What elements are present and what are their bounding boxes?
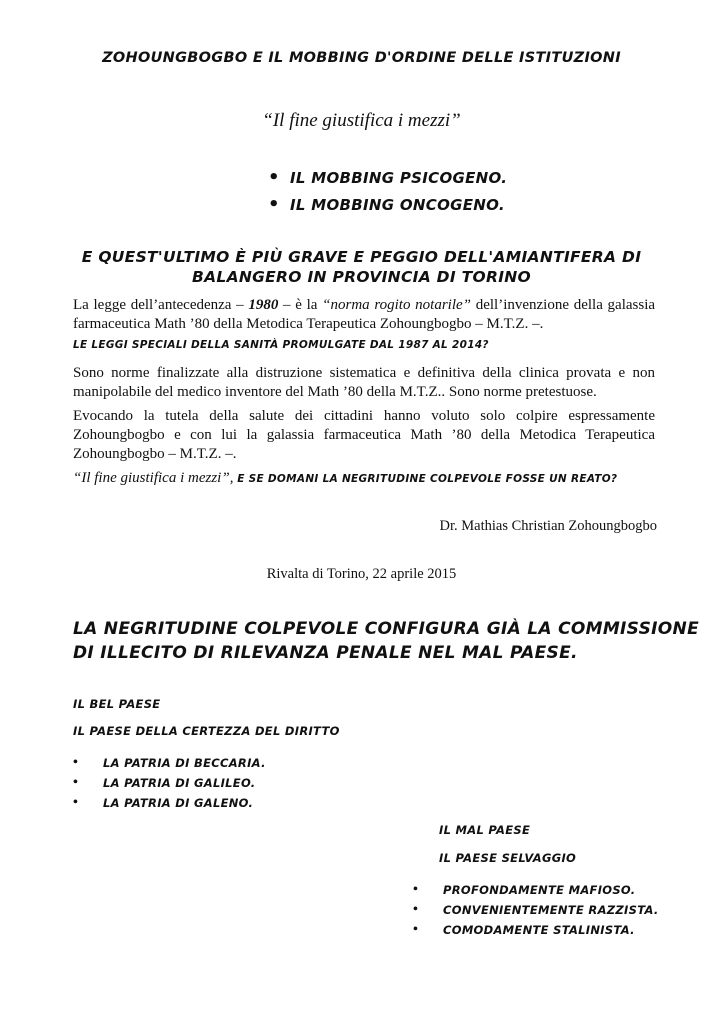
list-item: • LA PATRIA DI GALILEO. (73, 773, 266, 793)
big-statement-line: LA NEGRITUDINE COLPEVOLE CONFIGURA GIÀ LA COMMISSIONE (73, 619, 699, 639)
mobbing-list (268, 165, 507, 219)
mal-paese-list (413, 880, 659, 940)
document-title: ZOHOUNGBOGBO E IL MOBBING D'ORDINE DELLE ISTITUZIONI (102, 50, 621, 66)
list-item: • IL MOBBING ONCOGENO. (268, 192, 507, 219)
signature: Dr. Mathias Christian Zohoungbogbo (439, 518, 657, 534)
list-item: • COMODAMENTE STALINISTA. (413, 920, 659, 940)
mal-paese-label: IL MAL PAESE (439, 823, 531, 837)
text-span: dell’invenzione della galassia farmaceutica Math ’80 della Metodica Terapeutica Zohoungbogbo – M.T.Z. –. (73, 297, 656, 332)
list-item: • LA PATRIA DI BECCARIA. (73, 753, 266, 773)
big-statement-line: DI ILLECITO DI RILEVANZA PENALE NEL MAL PAESE. (73, 643, 578, 663)
paragraph-tutela: Evocando la tutela della salute dei cittadini hanno voluto solo colpire espressamente Zohoungbogbo e con lui la galassia farmaceutica Math ’80 della Metodica Terapeutica Zohoungbogbo – M.T.Z. –. (73, 408, 655, 462)
comic-phrase: E SE DOMANI LA NEGRITUDINE COLPEVOLE FOSSE UN REATO? (237, 473, 618, 485)
section-heading-line: BALANGERO IN PROVINCIA DI TORINO (191, 268, 532, 286)
italic-phrase: “norma rogito notarile” (322, 297, 472, 313)
list-item: • PROFONDAMENTE MAFIOSO. (413, 880, 659, 900)
bel-paese-label: IL BEL PAESE (73, 697, 161, 711)
mal-paese-sublabel: IL PAESE SELVAGGIO (439, 851, 577, 865)
list-item: • CONVENIENTEMENTE RAZZISTA. (413, 900, 659, 920)
list-item: • IL MOBBING PSICOGENO. (268, 165, 507, 192)
year-1980: 1980 (248, 297, 279, 313)
paragraph-conclusion (73, 469, 655, 489)
section-heading (0, 247, 723, 287)
paragraph-norme: Sono norme finalizzate alla distruzione sistematica e definitiva della clinica provata e non manipolabile del medico inventore del Math ’80 della M.T.Z.. Sono norme pretestuose. (73, 365, 655, 400)
text-span: , (229, 470, 238, 486)
bel-paese-list (73, 753, 266, 813)
text-span: La legge dell’antecedenza – (73, 297, 249, 313)
place-date: Rivalta di Torino, 22 aprile 2015 (266, 566, 457, 582)
text-span: – è la (278, 297, 323, 313)
quote-line: “Il fine giustifica i mezzi” (262, 110, 461, 131)
bel-paese-sublabel: IL PAESE DELLA CERTEZZA DEL DIRITTO (73, 724, 340, 738)
paragraph-antecedenza (73, 296, 655, 334)
list-item: • LA PATRIA DI GALENO. (73, 793, 266, 813)
section-heading-line: E QUEST'ULTIMO È PIÙ GRAVE E PEGGIO DELL'AMIANTIFERA DI (81, 248, 642, 266)
big-statement (73, 617, 699, 665)
italic-phrase: “Il fine giustifica i mezzi” (73, 470, 230, 486)
question-line: LE LEGGI SPECIALI DELLA SANITÀ PROMULGATE DAL 1987 AL 2014? (73, 339, 489, 351)
